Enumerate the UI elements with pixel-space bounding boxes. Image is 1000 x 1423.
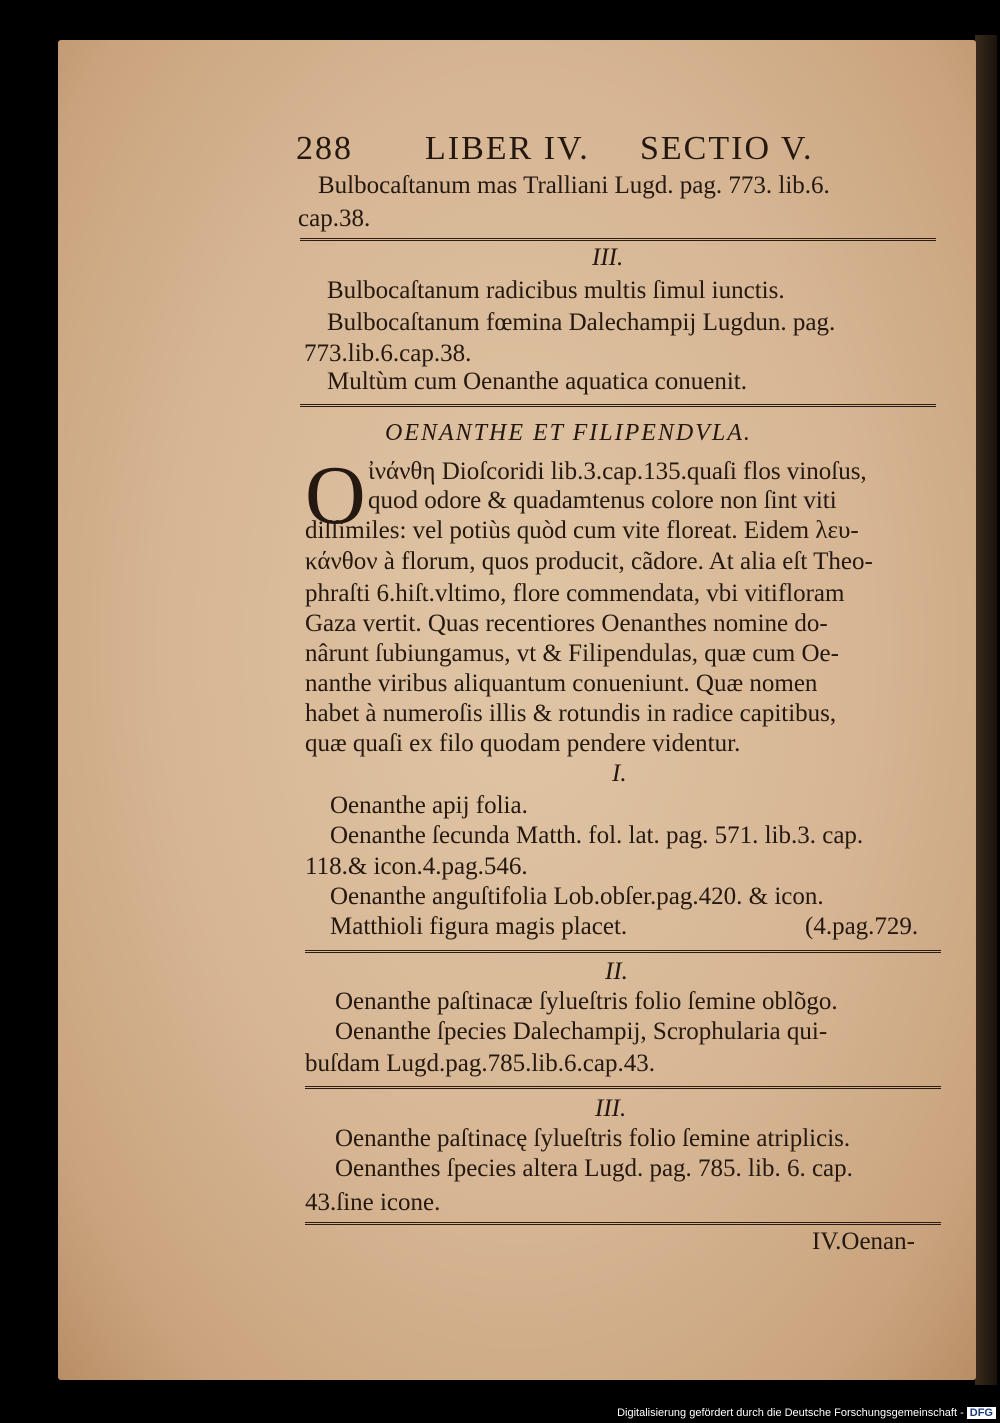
text-line: nanthe viribus aliquantum conueniunt. Quæ nomen: [305, 670, 818, 697]
text-line: (4.pag.729.: [805, 913, 919, 940]
text-line: Oenanthe paſtinacæ ſylueſtris folio ſemine oblõgo.: [335, 988, 838, 1015]
text-line: nârunt ſubiungamus, vt & Filipendulas, quæ cum Oe-: [305, 640, 839, 667]
text-line: Oenanthe ſecunda Matth. fol. lat. pag. 571. lib.3. cap.: [330, 822, 864, 849]
divider: [300, 404, 936, 407]
drop-cap: O: [305, 449, 366, 542]
text-line: Oenanthe anguſtifolia Lob.obſer.pag.420. & icon.: [330, 883, 824, 910]
text-line: Matthioli figura magis placet.: [330, 913, 628, 940]
catchword: IV.Oenan-: [812, 1228, 915, 1255]
text-line: diſſimiles: vel potiùs quòd cum vite floreat. Eidem λευ-: [305, 517, 859, 544]
text-line: cap.38.: [298, 205, 371, 232]
text-line: Bulbocaſtanum fœmina Dalechampij Lugdun. pag.: [327, 309, 836, 336]
text-line: κάνθον à florum, quos producit, cãdore. At alia eſt Theo-: [305, 548, 873, 575]
section-title: OENANTHE ET FILIPENDVLA.: [385, 420, 752, 446]
text-line: Bulbocaſtanum mas Tralliani Lugd. pag. 773. lib.6.: [318, 172, 830, 199]
divider: [305, 1086, 941, 1089]
text-line: 43.ſine icone.: [305, 1189, 441, 1216]
page-number: 288: [296, 130, 353, 167]
credit-text: Digitalisierung gefördert durch die Deutsche Forschungsgemeinschaft -: [617, 1407, 964, 1419]
page-edge: [975, 35, 997, 1385]
divider: [300, 238, 936, 241]
divider: [305, 1222, 941, 1225]
text-line: 773.lib.6.cap.38.: [304, 340, 472, 367]
text-line: Gaza vertit. Quas recentiores Oenanthes nomine do-: [305, 610, 828, 637]
text-line: Multùm cum Oenanthe aquatica conuenit.: [327, 368, 748, 395]
section-heading: III.: [595, 1095, 627, 1122]
text-line: Oenanthes ſpecies altera Lugd. pag. 785. lib. 6. cap.: [335, 1155, 853, 1182]
section-heading: II.: [605, 958, 628, 985]
text-line: ἰνάνθη Dioſcoridi lib.3.cap.135.quaſi flos vinoſus,: [368, 458, 867, 485]
text-line: quæ quaſi ex filo quodam pendere videntur.: [305, 730, 741, 757]
text-line: Oenanthe apij folia.: [330, 792, 528, 819]
text-line: quod odore & quadamtenus colore non ſint viti: [368, 487, 837, 514]
text-line: buſdam Lugd.pag.785.lib.6.cap.43.: [305, 1050, 655, 1077]
section-heading: III.: [592, 244, 624, 271]
section-heading: I.: [612, 760, 627, 787]
text-line: Oenanthe paſtinacę ſylueſtris folio ſemine atriplicis.: [335, 1125, 851, 1152]
digitization-credit: [617, 1407, 996, 1419]
dfg-logo: DFG: [967, 1407, 996, 1419]
running-head-liber: LIBER IV.: [425, 130, 590, 167]
divider: [305, 950, 941, 953]
text-line: phraſti 6.hiſt.vltimo, flore commendata, vbi vitifloram: [305, 580, 845, 607]
running-head-sectio: SECTIO V.: [640, 130, 814, 167]
text-line: Oenanthe ſpecies Dalechampij, Scrophularia qui-: [335, 1018, 828, 1045]
text-line: 118.& icon.4.pag.546.: [305, 853, 528, 880]
text-line: habet à numeroſis illis & rotundis in radice capitibus,: [305, 700, 837, 727]
text-line: Bulbocaſtanum radicibus multis ſimul iunctis.: [327, 277, 785, 304]
